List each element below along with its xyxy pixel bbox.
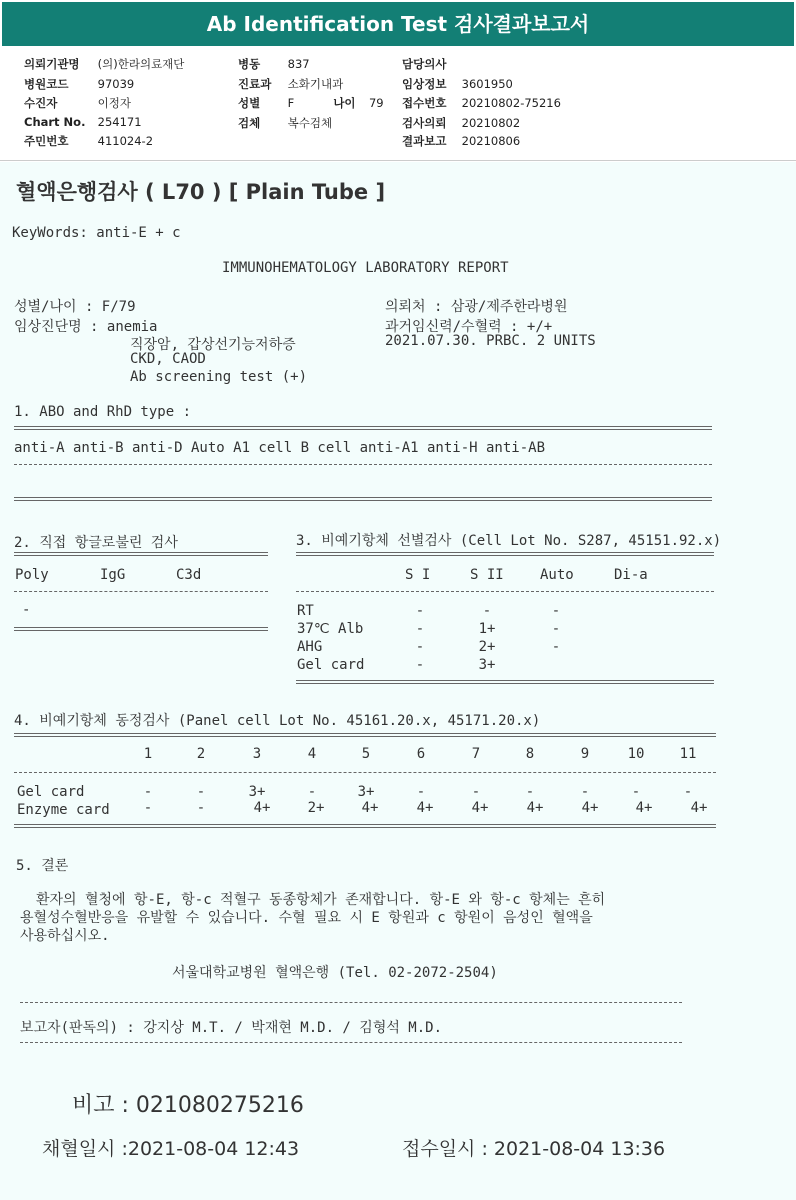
institution-field: 의뢰기관명 (의)한라의료재단: [24, 57, 185, 71]
panel-cell: 4+: [361, 800, 379, 816]
screening-cell: -: [482, 603, 492, 619]
panel-cell: 2+: [307, 800, 325, 816]
divider: [14, 464, 712, 465]
keywords: KeyWords: anti-E + c: [12, 225, 181, 241]
screening-cell: -: [551, 621, 561, 637]
panel-cell: 3+: [357, 784, 375, 800]
panel-cell: -: [196, 800, 206, 816]
receipt-field: 접수번호 20210802-75216: [402, 96, 561, 110]
doctor-field: 담당의사: [402, 57, 447, 71]
divider: [296, 552, 714, 556]
report-body: [0, 162, 796, 1200]
divider: [20, 1042, 682, 1043]
screening-cell: -: [415, 639, 425, 655]
resident-no-field: 주민번호 411024-2: [24, 134, 154, 148]
diagnosis-line4: Ab screening test (+): [130, 369, 308, 385]
screening-cell: 1+: [478, 621, 496, 637]
dat-value: -: [22, 602, 31, 618]
screening-cell: 2+: [478, 639, 496, 655]
abo-section-title: 1. ABO and RhD type :: [14, 404, 192, 420]
screening-col-auto: Auto: [540, 567, 574, 583]
dat-col-poly: Poly: [15, 567, 49, 583]
diagnosis-line2: 직장암, 갑상선기능저하증: [130, 337, 296, 353]
panel-cell: 4+: [690, 800, 708, 816]
panel-col: 9: [580, 746, 590, 762]
divider: [296, 680, 714, 684]
hospital-code-field: 병원코드 97039: [24, 77, 135, 91]
note-field: 비고 : 021080275216: [72, 1093, 304, 1118]
divider: [14, 497, 712, 501]
panel-cell: 4+: [471, 800, 489, 816]
panel-section-title: 4. 비예기항체 동정검사 (Panel cell Lot No. 45161.20.x, 45171.20.x): [14, 713, 541, 729]
divider: [20, 1002, 682, 1003]
panel-cell: 4+: [635, 800, 653, 816]
divider: [14, 627, 268, 631]
divider: [14, 426, 712, 430]
sex-age-field: 성별 F 나이 79: [238, 96, 384, 110]
diagnosis-line3: CKD, CAOD: [130, 351, 206, 367]
screening-row-label: AHG: [297, 639, 323, 655]
panel-row-label: Gel card: [17, 784, 85, 800]
reporters: 보고자(판독의) : 강지상 M.T. / 박재현 M.D. / 김형석 M.D.: [20, 1020, 443, 1036]
divider: [14, 552, 268, 556]
referrer: 의뢰처 : 삼광/제주한라병원: [385, 299, 568, 315]
divider: [14, 591, 268, 592]
panel-cell: -: [525, 784, 535, 800]
panel-cell: -: [307, 784, 317, 800]
panel-row-label: Enzyme card: [17, 802, 110, 818]
divider: [296, 591, 714, 592]
panel-col: 8: [525, 746, 535, 762]
screening-col-s2: S II: [470, 567, 504, 583]
panel-cell: -: [143, 784, 153, 800]
sex-age: 성별/나이 : F/79: [14, 299, 136, 315]
specimen-field: 검체 복수검체: [238, 116, 333, 130]
screening-col-dia: Di-a: [614, 567, 648, 583]
screening-cell: -: [551, 639, 561, 655]
panel-col: 6: [416, 746, 426, 762]
panel-col: 5: [361, 746, 371, 762]
panel-cell: -: [580, 784, 590, 800]
blood-bank: 서울대학교병원 혈액은행 (Tel. 02-2072-2504): [172, 965, 498, 981]
conclusion-title: 5. 결론: [16, 858, 69, 874]
panel-cell: 4+: [416, 800, 434, 816]
panel-col: 2: [196, 746, 206, 762]
dat-col-igg: IgG: [100, 567, 126, 583]
transfusion-history: 과거임신력/수혈력 : +/+: [385, 319, 553, 335]
screening-col-s1: S I: [405, 567, 431, 583]
screening-row-label: RT: [297, 603, 314, 619]
dat-section-title: 2. 직접 항글로불린 검사: [14, 535, 178, 551]
divider: [14, 772, 716, 773]
panel-col: 1: [143, 746, 153, 762]
panel-col: 3: [252, 746, 262, 762]
ward-field: 병동 837: [238, 57, 310, 71]
conclusion-line: 사용하십시오.: [20, 928, 110, 944]
screening-row-label: Gel card: [297, 657, 365, 673]
report-title: Ab Identification Test 검사결과보고서: [2, 2, 794, 46]
panel-cell: -: [683, 784, 693, 800]
screening-cell: -: [415, 657, 425, 673]
conclusion-line: 용혈성수혈반응을 유발할 수 있습니다. 수혈 필요 시 E 항원과 c 항원이 음성인 혈액을: [20, 910, 593, 926]
panel-col: 11: [679, 746, 697, 762]
panel-col: 7: [471, 746, 481, 762]
panel-cell: 4+: [253, 800, 271, 816]
dept-field: 진료과 소화기내과: [238, 77, 344, 91]
examinee-field: 수진자 이정자: [24, 96, 131, 110]
panel-cell: -: [143, 800, 153, 816]
divider: [14, 733, 716, 737]
screening-row-label: 37℃ Alb: [297, 621, 364, 637]
panel-cell: 4+: [581, 800, 599, 816]
clinical-field: 임상정보 3601950: [402, 77, 513, 91]
divider: [14, 824, 716, 828]
screening-cell: -: [415, 603, 425, 619]
chart-no-field: Chart No. 254171: [24, 115, 142, 129]
diagnosis: 임상진단명 : anemia: [14, 319, 158, 335]
panel-col: 4: [307, 746, 317, 762]
screening-cell: -: [415, 621, 425, 637]
lab-title: IMMUNOHEMATOLOGY LABORATORY REPORT: [222, 260, 509, 276]
screening-section-title: 3. 비예기항체 선별검사 (Cell Lot No. S287, 45151.92.x): [296, 533, 722, 549]
panel-cell: -: [631, 784, 641, 800]
report-date-field: 결과보고 20210806: [402, 134, 521, 148]
abo-columns: anti-A anti-B anti-D Auto A1 cell B cell anti-A1 anti-H anti-AB: [14, 440, 546, 456]
request-field: 검사의뢰 20210802: [402, 116, 521, 130]
conclusion-line: 환자의 혈청에 항-E, 항-c 적혈구 동종항체가 존재합니다. 항-E 와 항-c 항체는 흔히: [36, 892, 606, 908]
report-header: [0, 46, 796, 161]
screening-cell: -: [551, 603, 561, 619]
panel-col: 10: [627, 746, 645, 762]
received-datetime: 접수일시 : 2021-08-04 13:36: [402, 1138, 666, 1160]
panel-cell: 3+: [248, 784, 266, 800]
transfusion-detail: 2021.07.30. PRBC. 2 UNITS: [385, 333, 596, 349]
panel-cell: -: [196, 784, 206, 800]
panel-cell: -: [416, 784, 426, 800]
screening-cell: 3+: [478, 657, 496, 673]
panel-cell: 4+: [526, 800, 544, 816]
panel-cell: -: [471, 784, 481, 800]
test-title: 혈액은행검사 ( L70 ) [ Plain Tube ]: [16, 180, 386, 204]
collected-datetime: 채혈일시 :2021-08-04 12:43: [42, 1138, 300, 1160]
dat-col-c3d: C3d: [176, 567, 202, 583]
